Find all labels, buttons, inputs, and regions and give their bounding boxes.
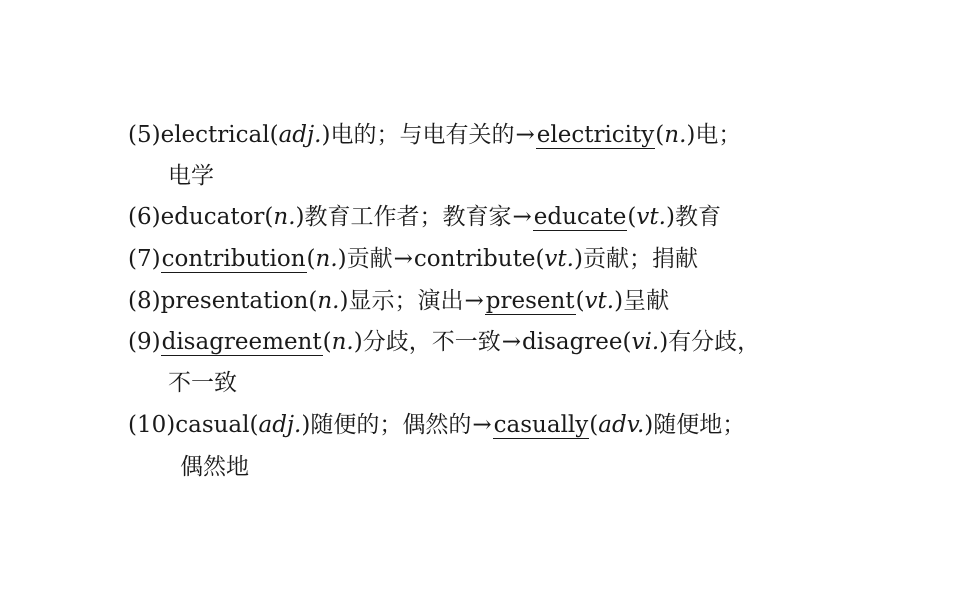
part-of-speech: vi. (631, 329, 660, 355)
meaning: 电的；与电有关的 (330, 122, 515, 148)
entry-6: (6)educator(n.)教育工作者；教育家→educate(vt.)教育 (128, 204, 721, 230)
answer-word: casually (493, 412, 589, 438)
answer-word: disagreement (161, 329, 322, 355)
part-of-speech: adj. (278, 122, 322, 148)
source-word: disagree (521, 329, 623, 355)
arrow: → (393, 246, 413, 272)
meaning: 随便的；偶然的 (310, 412, 472, 438)
answer-word: educate (533, 204, 627, 230)
meaning: 显示；演出 (348, 288, 464, 314)
part-of-speech: vt. (544, 246, 574, 272)
meaning: 贡献；捐献 (582, 246, 698, 272)
source-word: educator (160, 204, 265, 230)
meaning-continuation: 不一致 (168, 370, 237, 396)
part-of-speech: vt. (584, 288, 615, 314)
arrow: → (512, 204, 532, 230)
entry-10-continuation (180, 452, 249, 482)
source-word: contribute (413, 246, 536, 272)
entry-number: (6) (128, 204, 161, 230)
answer-word: electricity (536, 122, 655, 148)
meaning: 随便地； (653, 412, 746, 438)
entry-5-continuation (168, 161, 214, 191)
entry-number: (5) (128, 122, 161, 148)
answer-word: contribution (161, 246, 306, 272)
source-word: electrical (160, 122, 270, 148)
meaning: 电； (695, 122, 742, 148)
entry-9-continuation (168, 368, 237, 398)
part-of-speech: n. (331, 329, 354, 355)
arrow: → (515, 122, 535, 148)
source-word: presentation (160, 288, 309, 314)
part-of-speech: adv. (598, 412, 645, 438)
meaning: 贡献 (346, 246, 393, 272)
answer-word: present (485, 288, 575, 314)
part-of-speech: n. (317, 288, 340, 314)
entry-5: (5)electrical(adj.)电的；与电有关的→electricity(n.)电； (128, 122, 742, 148)
part-of-speech: vt. (636, 204, 666, 230)
entry-number: (9) (128, 329, 161, 355)
part-of-speech: adj. (258, 412, 302, 438)
meaning-continuation: 电学 (168, 163, 214, 189)
source-word: casual (175, 412, 250, 438)
entry-7: (7)contribution(n.)贡献→contribute(vt.)贡献；捐献 (128, 246, 698, 272)
meaning: 有分歧， (668, 329, 761, 355)
meaning-continuation: 偶然地 (180, 454, 249, 480)
entry-9: (9)disagreement(n.)分歧，不一致→disagree(vi.)有分歧， (128, 329, 761, 355)
entry-number: (7) (128, 246, 161, 272)
arrow: → (472, 412, 492, 438)
entry-number: (8) (128, 288, 161, 314)
part-of-speech: n. (664, 122, 687, 148)
meaning: 教育 (674, 204, 721, 230)
arrow: → (464, 288, 484, 314)
meaning: 分歧，不一致 (362, 329, 501, 355)
part-of-speech: n. (273, 204, 296, 230)
entry-8: (8)presentation(n.)显示；演出→present(vt.)呈献 (128, 288, 670, 314)
part-of-speech: n. (315, 246, 338, 272)
meaning: 呈献 (623, 288, 670, 314)
entry-10: (10)casual(adj.)随便的；偶然的→casually(adv.)随便地； (128, 412, 746, 438)
meaning: 教育工作者；教育家 (304, 204, 512, 230)
arrow: → (501, 329, 521, 355)
entry-number: (10) (128, 412, 176, 438)
